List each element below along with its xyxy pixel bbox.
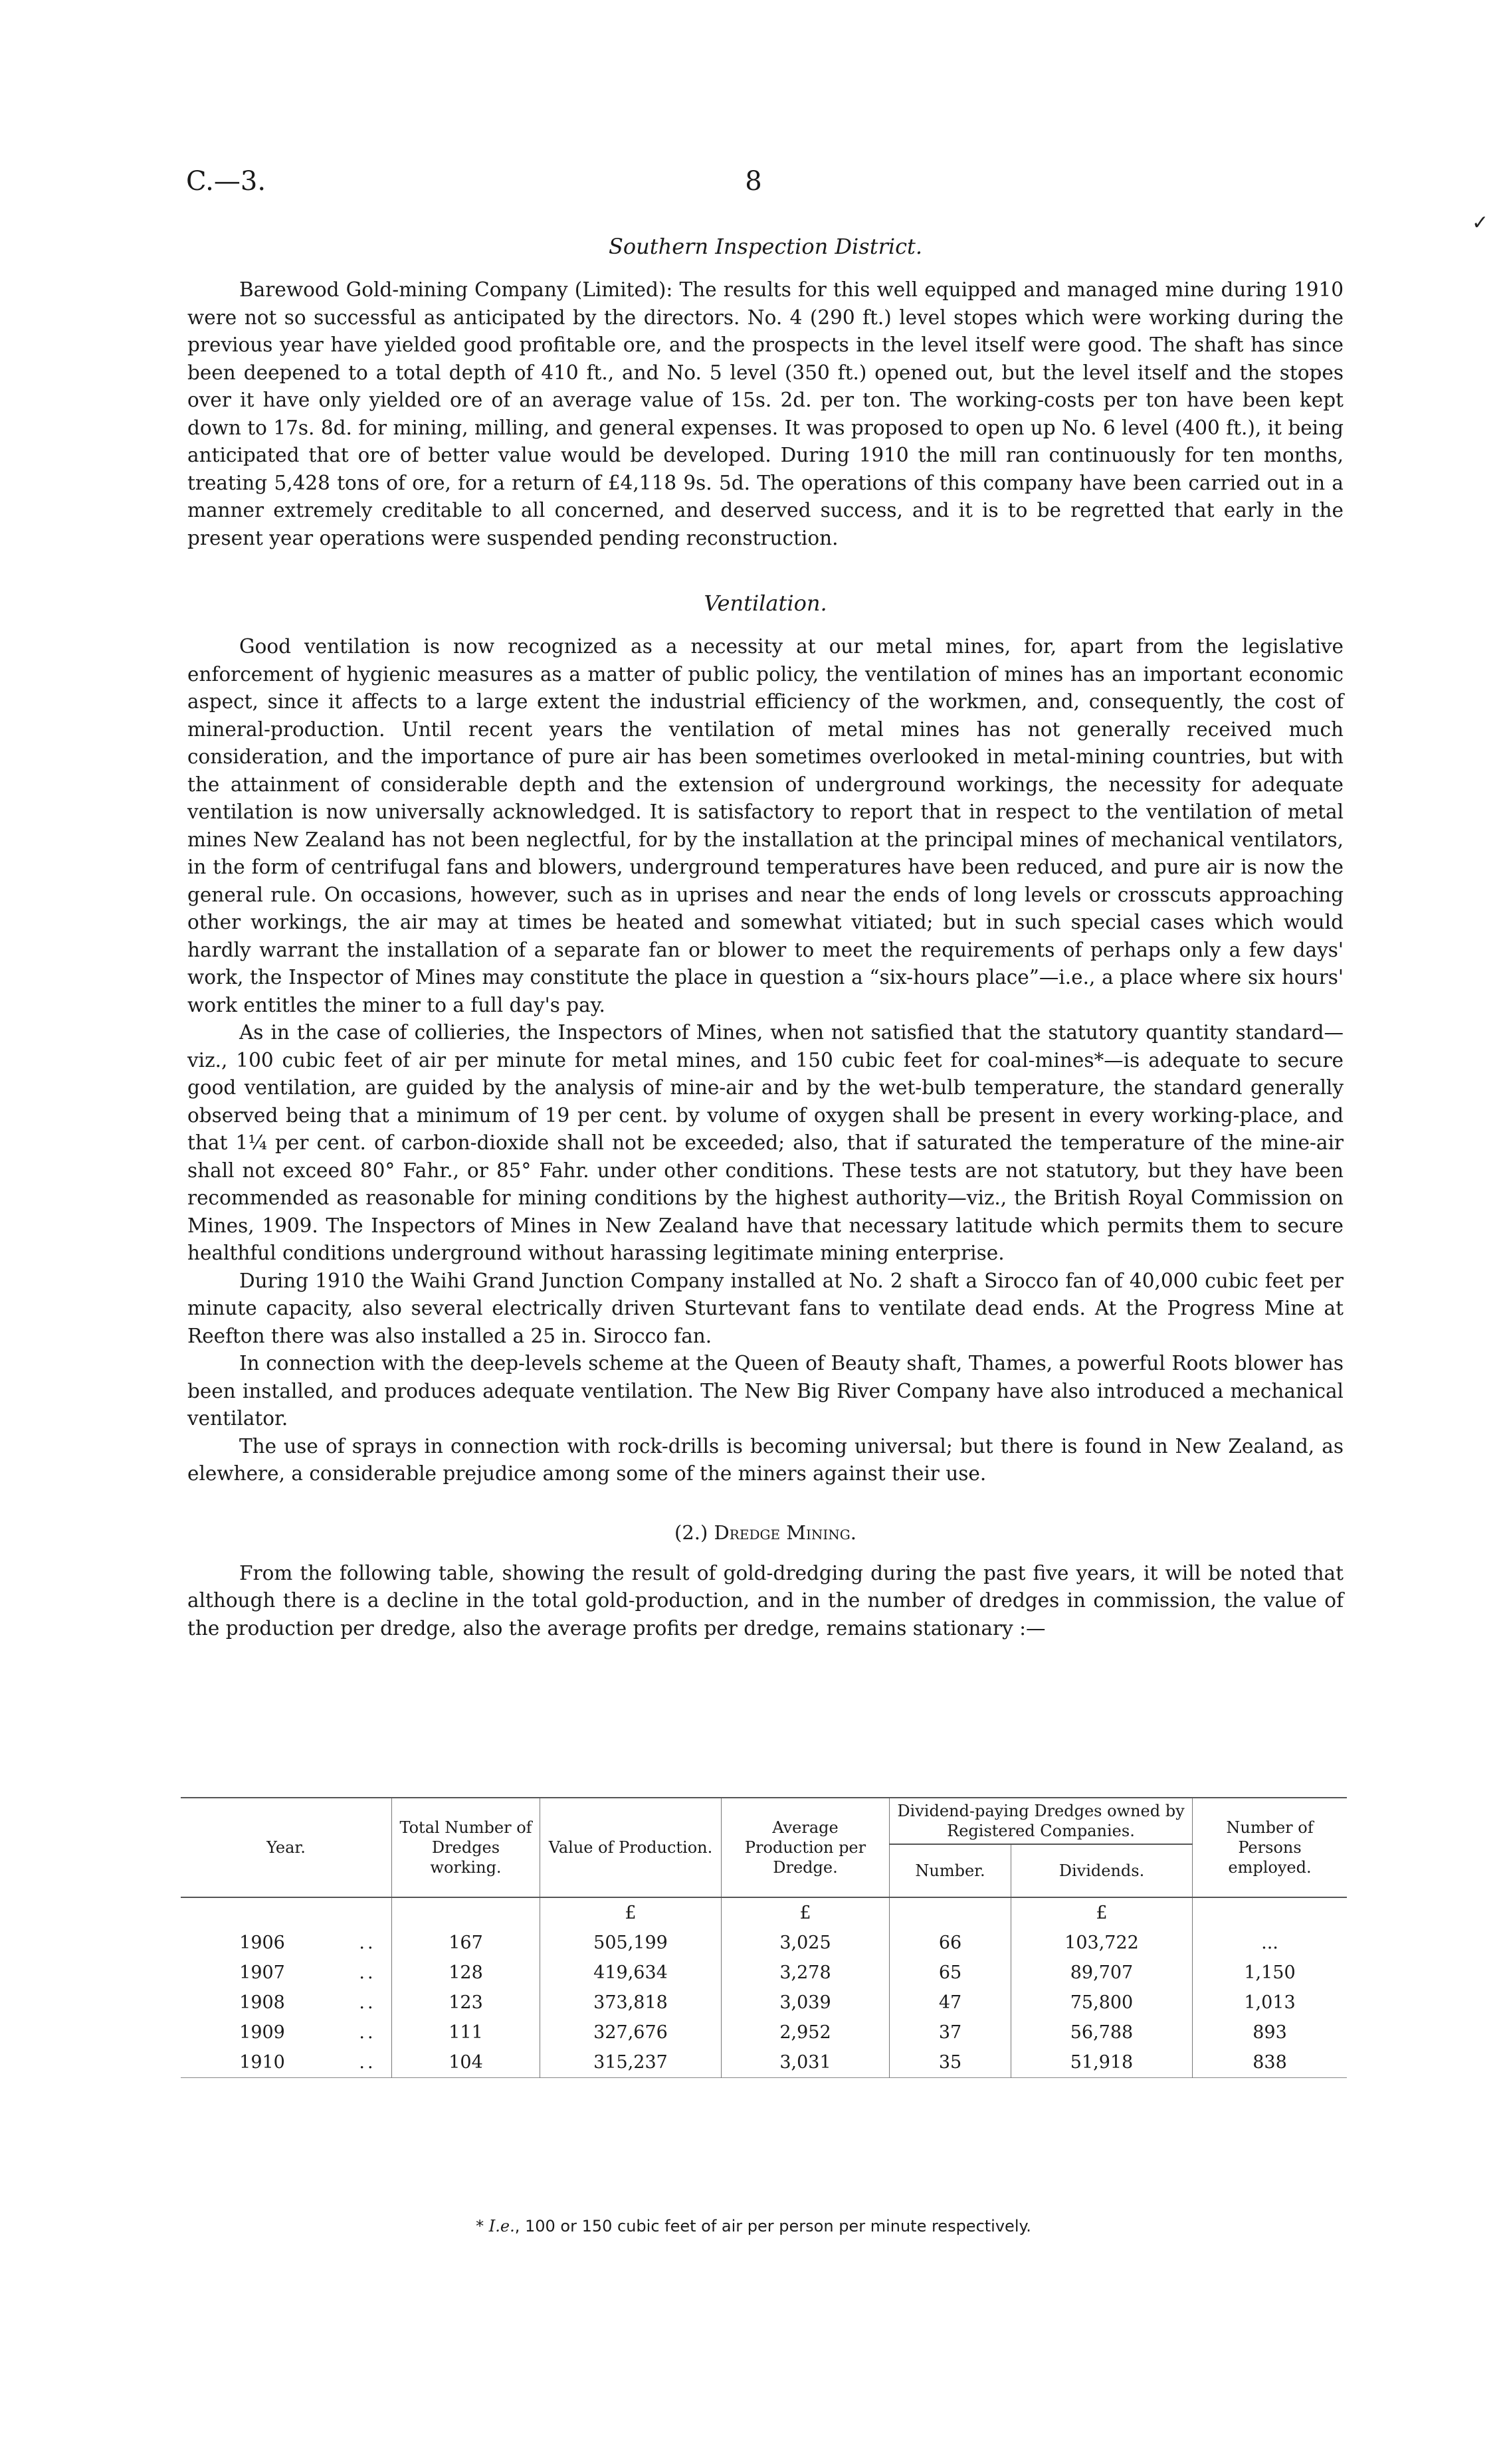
cell-dividends: 75,800 [1011, 1988, 1193, 2018]
col-header-value: Value of Production. [540, 1798, 722, 1897]
cell-value: 327,676 [540, 2018, 722, 2047]
section-heading-southern: Southern Inspection District. [608, 234, 923, 259]
cell-value: 373,818 [540, 1988, 722, 2018]
col-header-dividends: Dividends. [1011, 1844, 1193, 1897]
table-row [181, 1958, 1347, 1988]
cell-average: 3,039 [722, 1988, 890, 2018]
cell-average: 3,031 [722, 2047, 890, 2078]
cell-value: 419,634 [540, 1958, 722, 1988]
cell-persons: 838 [1193, 2047, 1348, 2078]
footnote [0, 2217, 1507, 2235]
footnote-marker: * [476, 2217, 484, 2235]
paragraph: In connection with the deep-levels scheme at the Queen of Beauty shaft, Thames, a powerful Roots blower has been installed, and produces adequate ventilation. The New Big River Company have also introduced a mechanical ventilator. [187, 1352, 1344, 1430]
cell-leader: .. [359, 2022, 376, 2043]
paragraph: The use of sprays in connection with rock-drills is becoming universal; but there is found in New Zealand, as elewhere, a considerable prejudice among some of the miners against their use. [187, 1434, 1344, 1485]
cell-number: 66 [890, 1928, 1011, 1958]
cell-dredges: 167 [392, 1928, 540, 1958]
cell-leader: .. [359, 1962, 376, 1983]
cell-leader: .. [359, 1992, 376, 2013]
table-row [181, 1928, 1347, 1958]
section-number: (2.) [674, 1521, 708, 1544]
footnote-text: , 100 or 150 cubic feet of air per person per minute respectively. [514, 2217, 1031, 2235]
cell-number: 47 [890, 1988, 1011, 2018]
cell-dredges: 123 [392, 1988, 540, 2018]
cell-persons: ... [1193, 1928, 1348, 1958]
paragraph: As in the case of collieries, the Inspectors of Mines, when not satisfied that the statutory quantity standard—viz., 100 cubic feet of air per minute for metal mines, and 150 cubic feet for coal-mines*—is adequate to secure good ventilation, are guided by the analysis of mine-air and by the wet-bulb temperature, the standard generally observed being that a minimum of 19 per cent. by volume of oxygen shall be present in every working-place, and that 1¼ per cent. of carbon-dioxide shall not be exceeded; also, that if saturated the temperature of the mine-air shall not exceed 80° Fahr., or 85° Fahr. under other conditions. These tests are not statutory, but they have been recommended as reasonable for mining conditions by the highest authority—viz., the British Royal Commission on Mines, 1909. The Inspectors of Mines in New Zealand have that necessary latitude which permits them to secure healthful conditions underground without harassing legitimate mining enterprise. [187, 1021, 1344, 1264]
cell-dredges: 111 [392, 2018, 540, 2047]
cell-dredges: 128 [392, 1958, 540, 1988]
cell-persons: 1,150 [1193, 1958, 1348, 1988]
cell-dividends: 56,788 [1011, 2018, 1193, 2047]
cell-average: 2,952 [722, 2018, 890, 2047]
cell-average: 3,278 [722, 1958, 890, 1988]
unit-dividends: £ [1011, 1897, 1193, 1928]
col-header-persons: Number of Persons employed. [1193, 1798, 1348, 1897]
main-text [187, 234, 1344, 1642]
cell-year: 1910 [239, 2052, 285, 2073]
cell-number: 35 [890, 2047, 1011, 2078]
section-title: Dredge Mining. [714, 1521, 856, 1544]
cell-number: 37 [890, 2018, 1011, 2047]
cell-persons: 893 [1193, 2018, 1348, 2047]
section-heading-dredge [187, 1521, 1344, 1544]
cell-dividends: 103,722 [1011, 1928, 1193, 1958]
col-header-average: Average Production per Dredge. [722, 1798, 890, 1897]
paragraph: From the following table, showing the result of gold-dredging during the past five years, it will be noted that although there is a decline in the total gold-production, and in the number of dredges in commission, the value of the production per dredge, also the average profits per dredge, remains stationary :— [187, 1561, 1344, 1640]
cell-year: 1908 [239, 1992, 285, 2013]
cell-dividends: 51,918 [1011, 2047, 1193, 2078]
footnote-abbrev: I.e. [488, 2217, 515, 2235]
col-header-dividend-group: Dividend-paying Dredges owned by Registered Companies. [890, 1798, 1193, 1844]
col-header-number: Number. [890, 1844, 1011, 1897]
col-header-dredges: Total Number of Dredges working. [392, 1798, 540, 1897]
col-header-year: Year. [266, 1838, 306, 1857]
cell-year: 1907 [239, 1962, 285, 1983]
cell-persons: 1,013 [1193, 1988, 1348, 2018]
section-heading-ventilation: Ventilation. [704, 591, 827, 616]
document-code: C.—3. [186, 166, 266, 197]
cell-year: 1909 [239, 2022, 285, 2043]
cell-value: 505,199 [540, 1928, 722, 1958]
cell-dredges: 104 [392, 2047, 540, 2078]
table-row [181, 2018, 1347, 2047]
paragraph: Barewood Gold-mining Company (Limited): The results for this well equipped and managed mine during 1910 were not so successful as anticipated by the directors. No. 4 (290 ft.) level stopes which were working during the previous year have yielded good profitable ore, and the prospects in the level itself were good. The shaft has since been deepened to a total depth of 410 ft., and No. 5 level (350 ft.) opened out, but the level itself and the stopes over it have only yielded ore of an average value of 15s. 2d. per ton. The working-costs per ton have been kept down to 17s. 8d. for mining, milling, and general expenses. It was proposed to open up No. 6 level (400 ft.), it being anticipated that ore of better value would be developed. During 1910 the mill ran continuously for ten months, treating 5,428 tons of ore, for a return of £4,118 9s. 5d. The operations of this company have been carried out in a manner extremely creditable to all concerned, and deserved success, and it is to be regretted that early in the present year operations were suspended pending reconstruction. [187, 278, 1344, 549]
dredging-table [181, 1797, 1347, 2078]
cell-leader: .. [359, 1933, 376, 1953]
page-number: 8 [745, 166, 762, 197]
paragraph: During 1910 the Waihi Grand Junction Company installed at No. 2 shaft a Sirocco fan of 40,000 cubic feet per minute capacity, also several electrically driven Sturtevant fans to ventilate dead ends. At the Progress Mine at Reefton there was also installed a 25 in. Sirocco fan. [187, 1269, 1344, 1347]
paragraph: Good ventilation is now recognized as a necessity at our metal mines, for, apart from the legislative enforcement of hygienic measures as a matter of public policy, the ventilation of mines has an important economic aspect, since it affects to a large extent the industrial efficiency of the workmen, and, consequently, the cost of mineral-production. Until recent years the ventilation of metal mines has not generally received much consideration, and the importance of pure air has been sometimes overlooked in metal-mining countries, but with the attainment of considerable depth and the extension of underground workings, the necessity for adequate ventilation is now universally acknowledged. It is satisfactory to report that in respect to the ventilation of metal mines New Zealand has not been neglectful, for by the installation at the principal mines of mechanical ventilators, in the form of centrifugal fans and blowers, underground temperatures have been reduced, and pure air is now the general rule. On occasions, however, such as in uprises and near the ends of long levels or crosscuts approaching other workings, the air may at times be heated and somewhat vitiated; but in such special cases which would hardly warrant the installation of a separate fan or blower to meet the requirements of perhaps only a few days' work, the Inspector of Mines may constitute the place in question a “six-hours place”—i.e., a place where six hours' work entitles the miner to a full day's pay. [187, 635, 1344, 1016]
cell-leader: .. [359, 2052, 376, 2073]
unit-average: £ [722, 1897, 890, 1928]
cell-year: 1906 [239, 1933, 285, 1953]
table-row [181, 1988, 1347, 2018]
unit-value: £ [540, 1897, 722, 1928]
table-row [181, 2047, 1347, 2078]
cell-number: 65 [890, 1958, 1011, 1988]
cell-value: 315,237 [540, 2047, 722, 2078]
cell-dividends: 89,707 [1011, 1958, 1193, 1988]
cell-average: 3,025 [722, 1928, 890, 1958]
tick-mark: ✓ [1472, 211, 1489, 235]
